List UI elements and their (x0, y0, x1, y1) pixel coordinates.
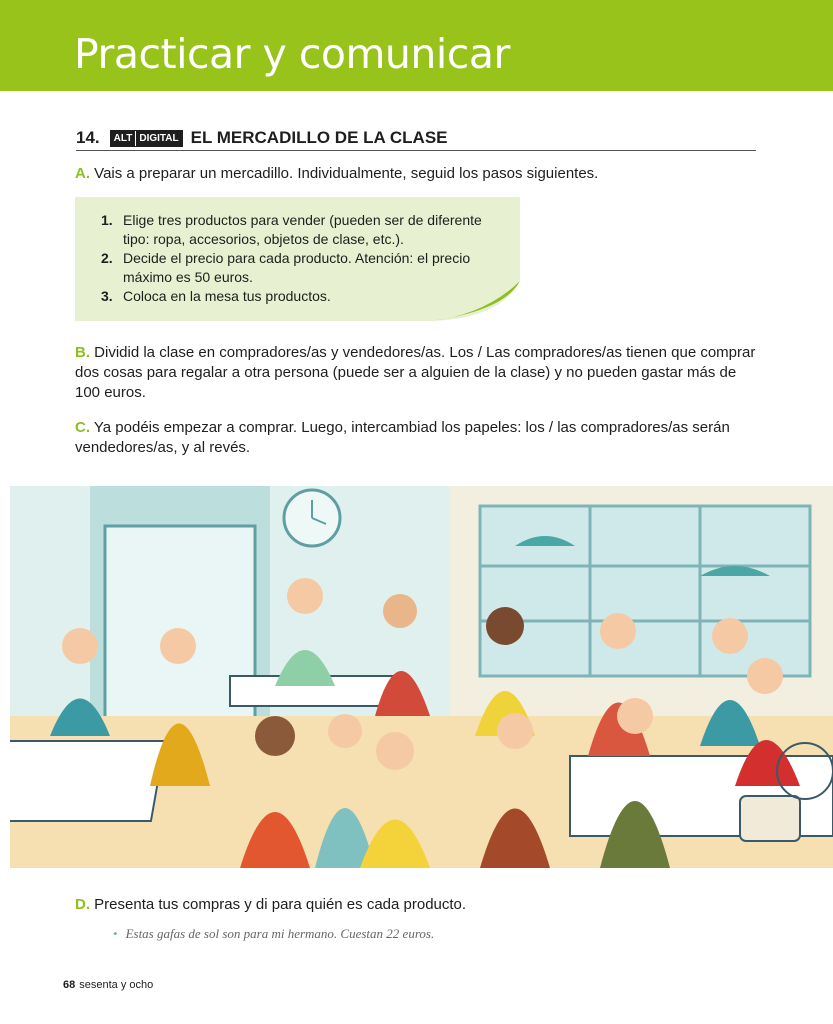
part-b-letter: B. (75, 344, 90, 361)
part-c-letter: C. (75, 419, 90, 436)
page-title: Practicar y comunicar (74, 30, 510, 78)
part-b-text: Dividid la clase en compradores/as y vendedores/as. Los / Las compradores/as tienen que comprar dos cosas para regalar a otra persona (puede ser a alguien de la clase) y no pueden gastar más de 100 euros. (75, 344, 756, 401)
step-number: 3. (101, 288, 113, 304)
part-b (75, 343, 765, 403)
step-number: 2. (101, 250, 113, 266)
page-words: sesenta y ocho (79, 979, 154, 991)
exercise-title: EL MERCADILLO DE LA CLASE (190, 128, 448, 147)
part-a-text: Vais a preparar un mercadillo. Individualmente, seguid los pasos siguientes. (94, 165, 599, 182)
badge-alt: ALT (111, 131, 136, 146)
part-d-letter: D. (75, 896, 90, 913)
exercise-number: 14. (76, 128, 100, 147)
badge-digital: DIGITAL (135, 131, 181, 146)
step-item (101, 211, 501, 249)
market-illustration (10, 486, 833, 868)
step-number: 1. (101, 212, 113, 228)
classroom-market-scene (10, 486, 833, 868)
part-d-text: Presenta tus compras y di para quién es cada producto. (94, 896, 467, 913)
part-c-text: Ya podéis empezar a comprar. Luego, intercambiad los papeles: los / las compradores/as serán vendedores/as, y al revés. (75, 419, 730, 456)
alt-digital-badge[interactable] (110, 130, 183, 147)
step-text: Elige tres productos para vender (pueden ser de diferente tipo: ropa, accesorios, objetos de clase, etc.). (123, 212, 482, 247)
exercise-heading (76, 126, 756, 151)
page-header (0, 0, 833, 91)
page-number: 68 (63, 979, 76, 991)
steps-box (75, 197, 520, 321)
step-text: Decide el precio para cada producto. Atención: el precio máximo es 50 euros. (123, 250, 471, 285)
example-text: Estas gafas de sol son para mi hermano. Cuestan 22 euros. (125, 926, 435, 941)
part-d (75, 896, 466, 913)
page-footer (63, 979, 153, 991)
step-text: Coloca en la mesa tus productos. (123, 288, 331, 304)
bullet-icon: • (113, 926, 118, 941)
part-c (75, 418, 765, 458)
example-sentence (113, 926, 434, 942)
part-a-letter: A. (75, 165, 90, 182)
part-a (75, 164, 765, 184)
page-curl-icon (430, 281, 520, 321)
